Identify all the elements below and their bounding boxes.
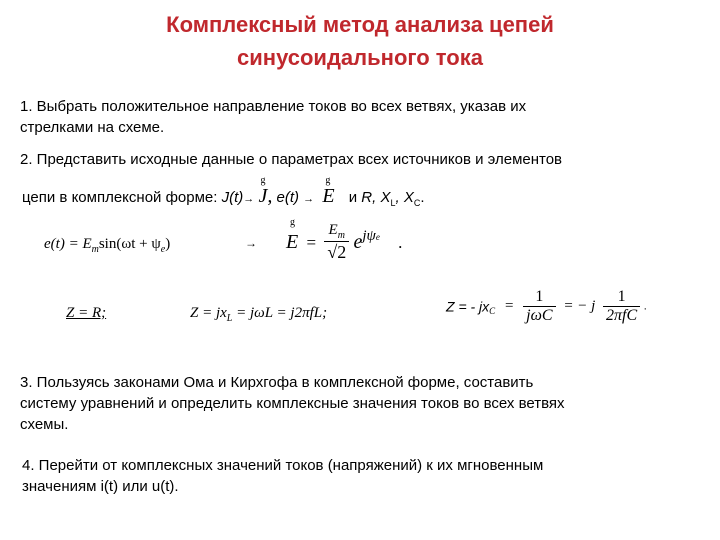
formula-emf-sin: sin(ωt + ψ — [98, 236, 161, 252]
fraction-em-sqrt2 — [324, 222, 349, 263]
formula-emf-lhs: e(t) = E — [44, 236, 92, 252]
fraction-2-num: 1 — [617, 288, 626, 305]
complex-e-symbol: g E — [322, 185, 334, 207]
complex-e-eq: = — [306, 232, 317, 252]
dot-mark-j: g — [260, 175, 266, 186]
step-3-line-2: систему уравнений и определить комплексные значения токов во всех ветвях — [20, 395, 565, 412]
formula-complex-emf — [286, 217, 403, 263]
fraction-2pifc-den: 2πfC — [603, 306, 640, 325]
step-3-line-3: схемы. — [20, 416, 69, 433]
fraction-num-e: E — [328, 222, 338, 238]
step-4-line-2: значениям i(t) или u(t). — [22, 478, 179, 495]
fraction-num-m: m — [337, 230, 345, 241]
formula-arrow: → — [245, 236, 257, 250]
z-l-sub: L — [226, 313, 233, 324]
fraction-1-num: 1 — [535, 288, 544, 305]
step-2-line-2 — [22, 175, 702, 214]
r-xl-symbols: R, X — [361, 189, 391, 206]
arrow-2: → — [303, 193, 315, 205]
exp-sub: e — [375, 231, 380, 242]
formula-emf-close: ) — [165, 236, 171, 252]
slide-title — [0, 8, 720, 74]
step-2-prefix: цепи в комплексной форме: — [22, 189, 222, 206]
z-l-rest: = jωL = j2πfL; — [232, 305, 328, 321]
z-c-lhs: Z = - jx — [446, 298, 490, 315]
step-1-line-2: стрелками на схеме. — [20, 119, 165, 136]
step-3 — [20, 372, 710, 435]
z-c-sub: C — [489, 305, 496, 316]
fraction-1-jwc — [523, 288, 555, 325]
formula-emf-end: . — [398, 232, 403, 252]
step-2-end: . — [420, 189, 425, 206]
step-2-line-1: 2. Представить исходные данные о параметрах всех источников и элементов — [20, 151, 563, 168]
and-word: и — [348, 189, 358, 206]
z-r-formula: Z = R; — [66, 305, 107, 321]
fraction-jwc-den: jωC — [523, 306, 555, 325]
fraction-den-sqrt2: √2 — [324, 241, 349, 263]
step-3-line-1: 3. Пользуясь законами Ома и Кирхгофа в комплексной форме, составить — [20, 374, 534, 391]
complex-j-symbol: g J, — [258, 185, 272, 207]
title-line-1: Комплексный метод анализа цепей — [166, 12, 554, 37]
complex-e-lhs: g E — [286, 217, 299, 253]
step-4-line-1: 4. Перейти от комплексных значений токов (напряжений) к их мгновенным — [22, 457, 544, 474]
step-4 — [22, 455, 712, 497]
impedance-resistor — [66, 305, 106, 322]
xl-subscript: L — [390, 198, 396, 208]
title-line-2: синусоидального тока — [237, 45, 483, 70]
dot-mark-e2: g — [290, 217, 295, 228]
formula-emf-m-sub: m — [91, 244, 99, 255]
z-l-lhs: Z = jx — [190, 305, 227, 321]
step-1 — [20, 96, 710, 138]
z-c-end: . — [643, 300, 647, 313]
fraction-1-2pifc — [603, 288, 640, 325]
exp-power: jψ — [362, 227, 376, 244]
z-c-eq2: = − j — [563, 298, 596, 314]
dot-mark-e: g — [325, 175, 331, 186]
z-c-eq1: = — [504, 298, 514, 314]
formula-emf-psi-sub: e — [160, 244, 166, 255]
et-symbol: e(t) — [276, 189, 299, 206]
step-1-line-1: 1. Выбрать положительное направление токов во всех ветвях, указав их — [20, 98, 527, 115]
formula-emf-time — [44, 232, 170, 262]
exp-base: e — [353, 231, 363, 253]
impedance-capacitor — [446, 288, 647, 325]
xc-subscript: C — [413, 198, 421, 208]
jt-symbol: J(t) — [221, 189, 244, 206]
impedance-inductor — [190, 305, 327, 324]
xc-symbol: , X — [395, 189, 414, 206]
arrow-1: → — [243, 193, 255, 205]
